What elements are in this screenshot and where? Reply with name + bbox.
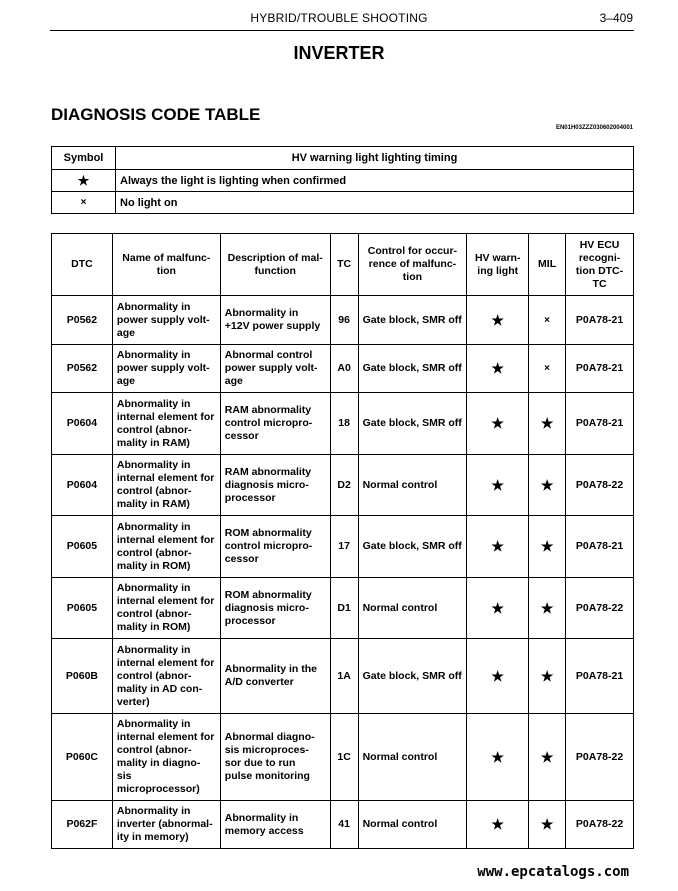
table-row: [52, 516, 634, 578]
hv-ecu-code: P0A78-21: [566, 296, 634, 345]
tc-column-header: TC: [330, 234, 358, 296]
hv-warning-symbol: ★: [467, 639, 529, 714]
symbol-row: [52, 192, 634, 214]
mil-symbol: ×: [529, 345, 566, 393]
hv-warning-symbol: ★: [467, 345, 529, 393]
hv-warning-symbol: ★: [467, 714, 529, 801]
tc-code: 17: [330, 516, 358, 578]
mil-symbol: ★: [529, 578, 566, 639]
table-row: [52, 393, 634, 455]
tc-code: 1C: [330, 714, 358, 801]
symbol-row: [52, 170, 634, 192]
control-action: Gate block, SMR off: [358, 345, 467, 393]
control-column-header: Control for occur- rence of malfunc- tion: [358, 234, 467, 296]
dtc-code: P062F: [52, 801, 113, 849]
malfunction-description: Abnormality in the A/D converter: [220, 639, 330, 714]
mil-symbol: ★: [529, 714, 566, 801]
hv-ecu-code: P0A78-22: [566, 714, 634, 801]
dtc-table-header-row: [52, 234, 634, 296]
hv-warning-symbol: ★: [467, 801, 529, 849]
dtc-column-header: DTC: [52, 234, 113, 296]
hv-warning-symbol: ★: [467, 393, 529, 455]
document-code: EN01H03ZZZ030602004001: [555, 125, 633, 131]
hv-warning-symbol: ★: [467, 296, 529, 345]
table-row: [52, 801, 634, 849]
malfunction-name: Abnormality in power supply volt- age: [112, 345, 220, 393]
mil-symbol: ×: [529, 296, 566, 345]
malfunction-description: Abnormal control power supply volt- age: [220, 345, 330, 393]
dtc-code: P0562: [52, 345, 113, 393]
mil-symbol: ★: [529, 516, 566, 578]
symbol-meaning: No light on: [116, 192, 634, 214]
tc-code: 41: [330, 801, 358, 849]
malfunction-description: ROM abnormality diagnosis micro- processor: [220, 578, 330, 639]
tc-code: A0: [330, 345, 358, 393]
dtc-code: P0604: [52, 455, 113, 516]
table-row: [52, 578, 634, 639]
hv-warning-symbol: ★: [467, 516, 529, 578]
tc-code: D1: [330, 578, 358, 639]
tc-code: D2: [330, 455, 358, 516]
hv-ecu-code: P0A78-21: [566, 516, 634, 578]
table-row: [52, 639, 634, 714]
malfunction-name: Abnormality in internal element for control (abnor- mality in RAM): [112, 455, 220, 516]
dtc-code: P0605: [52, 516, 113, 578]
malfunction-name: Abnormality in internal element for control (abnor- mality in ROM): [112, 516, 220, 578]
malfunction-description: Abnormal diagno- sis microproces- sor due to run pulse monitoring: [220, 714, 330, 801]
watermark-url: www.epcatalogs.com: [477, 864, 629, 880]
malfunction-description: RAM abnormality diagnosis micro- processor: [220, 455, 330, 516]
timing-column-header: HV warning light lighting timing: [116, 147, 634, 170]
mil-column-header: MIL: [529, 234, 566, 296]
name-column-header: Name of malfunc- tion: [112, 234, 220, 296]
dtc-code: P0604: [52, 393, 113, 455]
malfunction-description: Abnormality in memory access: [220, 801, 330, 849]
control-action: Normal control: [358, 801, 467, 849]
malfunction-name: Abnormality in internal element for control (abnor- mality in RAM): [112, 393, 220, 455]
cross-symbol: ×: [52, 192, 116, 214]
hv-ecu-code: P0A78-22: [566, 455, 634, 516]
dtc-code: P0562: [52, 296, 113, 345]
control-action: Normal control: [358, 455, 467, 516]
dtc-table: [51, 233, 634, 849]
malfunction-name: Abnormality in internal element for control (abnor- mality in diagno- sis microprocessor): [112, 714, 220, 801]
malfunction-name: Abnormality in internal element for control (abnor- mality in AD con- verter): [112, 639, 220, 714]
symbol-column-header: Symbol: [52, 147, 116, 170]
dtc-code: P0605: [52, 578, 113, 639]
mil-symbol: ★: [529, 801, 566, 849]
hv-warning-symbol: ★: [467, 578, 529, 639]
section-title: DIAGNOSIS CODE TABLE: [51, 105, 261, 124]
tc-code: 18: [330, 393, 358, 455]
tc-code: 96: [330, 296, 358, 345]
malfunction-name: Abnormality in inverter (abnormal- ity in memory): [112, 801, 220, 849]
hv-ecu-code: P0A78-22: [566, 801, 634, 849]
mil-symbol: ★: [529, 393, 566, 455]
control-action: Normal control: [358, 714, 467, 801]
section-header: HYBRID/TROUBLE SHOOTING: [250, 11, 428, 25]
dtc-code: P060B: [52, 639, 113, 714]
dtc-code: P060C: [52, 714, 113, 801]
control-action: Gate block, SMR off: [358, 296, 467, 345]
malfunction-description: ROM abnormality control micropro- cessor: [220, 516, 330, 578]
hv-ecu-code: P0A78-21: [566, 639, 634, 714]
symbol-table-header-row: [52, 147, 634, 170]
table-row: [52, 714, 634, 801]
hv-ecu-column-header: HV ECU recogni- tion DTC-TC: [566, 234, 634, 296]
control-action: Gate block, SMR off: [358, 516, 467, 578]
malfunction-name: Abnormality in internal element for control (abnor- mality in ROM): [112, 578, 220, 639]
table-row: [52, 345, 634, 393]
malfunction-name: Abnormality in power supply volt- age: [112, 296, 220, 345]
star-symbol: ★: [52, 170, 116, 192]
mil-symbol: ★: [529, 639, 566, 714]
malfunction-description: Abnormality in +12V power supply: [220, 296, 330, 345]
page-title: INVERTER: [293, 43, 385, 63]
control-action: Gate block, SMR off: [358, 393, 467, 455]
description-column-header: Description of mal- function: [220, 234, 330, 296]
table-row: [52, 296, 634, 345]
malfunction-description: RAM abnormality control micropro- cessor: [220, 393, 330, 455]
hv-ecu-code: P0A78-22: [566, 578, 634, 639]
header-divider: [50, 30, 634, 31]
tc-code: 1A: [330, 639, 358, 714]
table-row: [52, 455, 634, 516]
page-number: 3–409: [599, 11, 633, 25]
hv-ecu-code: P0A78-21: [566, 345, 634, 393]
control-action: Normal control: [358, 578, 467, 639]
hv-warning-column-header: HV warn- ing light: [467, 234, 529, 296]
control-action: Gate block, SMR off: [358, 639, 467, 714]
mil-symbol: ★: [529, 455, 566, 516]
hv-ecu-code: P0A78-21: [566, 393, 634, 455]
symbol-legend-table: [51, 146, 634, 214]
hv-warning-symbol: ★: [467, 455, 529, 516]
symbol-meaning: Always the light is lighting when confirmed: [116, 170, 634, 192]
